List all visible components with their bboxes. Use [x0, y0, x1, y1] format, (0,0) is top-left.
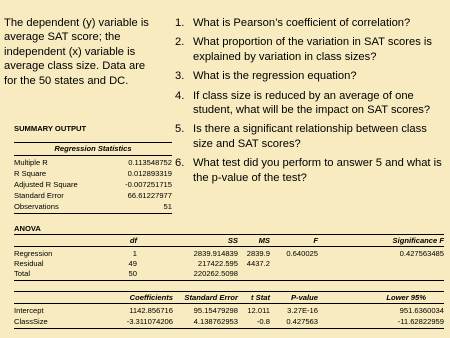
reg-stat-label: Adjusted R Square — [14, 180, 78, 189]
coef-header-pvalue: P-value — [290, 293, 318, 302]
coef-header-tstat: t Stat — [251, 293, 270, 302]
reg-stats-top-rule — [14, 142, 172, 143]
question-number: 2. — [175, 36, 185, 49]
coef-lower95: 951.6360034 — [399, 306, 444, 315]
anova-row-label: Total — [14, 269, 31, 278]
coef-stderr: 95.15479298 — [193, 306, 238, 315]
anova-row-label: Regression — [14, 249, 53, 258]
question-number: 1. — [175, 17, 185, 29]
anova-header-ms: MS — [258, 236, 270, 245]
intro-text: The dependent (y) variable is average SAT score; the independent (x) variable is average class size. Data are for the 50 states and DC. — [4, 17, 149, 87]
anova-ss: 217422.595 — [197, 259, 238, 268]
reg-stat-value: 51 — [163, 202, 172, 211]
coef-tstat: 12.011 — [247, 306, 270, 315]
anova-row-label: Residual — [14, 259, 44, 268]
reg-stat-label: Standard Error — [14, 191, 64, 200]
coef-header-rule — [14, 303, 444, 304]
anova-bottom-rule — [14, 280, 444, 281]
coef-stderr: 4.138762953 — [193, 317, 238, 326]
question-text: What is the regression equation? — [193, 70, 357, 83]
question-item — [175, 16, 445, 30]
coef-header-lower95: Lower 95% — [386, 293, 426, 302]
reg-stat-value: -0.007251715 — [125, 180, 172, 189]
question-item — [175, 122, 445, 151]
coef-header-coefficients: Coefficients — [129, 293, 173, 302]
anova-header-df: df — [129, 236, 137, 245]
anova-df: 49 — [128, 259, 137, 268]
anova-ss: 2839.914839 — [193, 249, 238, 258]
anova-sigf: 0.427563485 — [399, 249, 444, 258]
anova-header-ss: SS — [227, 236, 238, 245]
reg-stat-label: R Square — [14, 169, 47, 178]
coef-pvalue: 0.427563 — [286, 317, 318, 326]
question-number: 4. — [175, 89, 185, 102]
anova-header-f: F — [313, 236, 318, 245]
anova-ss: 220262.5098 — [193, 269, 238, 278]
anova-header-sigf: Significance F — [392, 236, 444, 245]
question-text: What proportion of the variation in SAT scores is explained by variation in class sizes? — [193, 36, 432, 63]
question-item — [175, 156, 445, 185]
anova-title: ANOVA — [14, 224, 41, 233]
question-item — [175, 35, 445, 64]
coef-row-label: Intercept — [14, 306, 44, 315]
anova-ms: 4437.2 — [246, 259, 270, 268]
coef-row-label: ClassSize — [14, 317, 48, 326]
question-text: Is there a significant relationship between class size and SAT scores? — [193, 123, 427, 150]
coef-tstat: -0.8 — [256, 317, 270, 326]
anova-ms: 2839.9 — [246, 249, 270, 258]
reg-stat-value: 0.012893319 — [127, 169, 172, 178]
question-item — [175, 89, 445, 118]
question-text: What test did you perform to answer 5 and what is the p-value of the test? — [193, 157, 442, 184]
coef-pvalue: 3.27E-16 — [287, 306, 318, 315]
question-number: 6. — [175, 157, 185, 170]
coef-lower95: -11.62822959 — [397, 317, 444, 326]
question-number: 5. — [175, 123, 185, 136]
coef-top-rule — [14, 291, 444, 292]
reg-stats-header-rule — [14, 155, 172, 156]
coef-bottom-rule — [14, 328, 444, 329]
reg-stat-label: Multiple R — [14, 158, 48, 167]
question-item — [175, 69, 445, 83]
summary-output-title: SUMMARY OUTPUT — [14, 124, 87, 133]
reg-stats-header: Regression Statistics — [54, 144, 132, 153]
reg-stats-bottom-rule — [14, 213, 172, 214]
anova-f: 0.640025 — [286, 249, 318, 258]
question-number: 3. — [175, 70, 185, 83]
coef-value: 1142.856716 — [129, 306, 173, 315]
anova-df: 1 — [132, 249, 137, 258]
anova-top-rule — [14, 234, 444, 235]
question-text: If class size is reduced by an average of one student, what will be the impact on SAT scores? — [193, 89, 431, 117]
question-text: What is Pearson’s coefficient of correlation? — [193, 17, 411, 29]
coef-value: -3.311074206 — [126, 317, 173, 326]
reg-stat-value: 0.113548752 — [128, 158, 172, 167]
reg-stat-label: Observations — [14, 202, 59, 211]
anova-header-rule — [14, 246, 444, 247]
reg-stat-value: 66.61227977 — [127, 191, 172, 200]
coef-header-stderr: Standard Error — [184, 293, 238, 302]
anova-df: 50 — [128, 269, 137, 278]
question-list — [175, 16, 445, 190]
